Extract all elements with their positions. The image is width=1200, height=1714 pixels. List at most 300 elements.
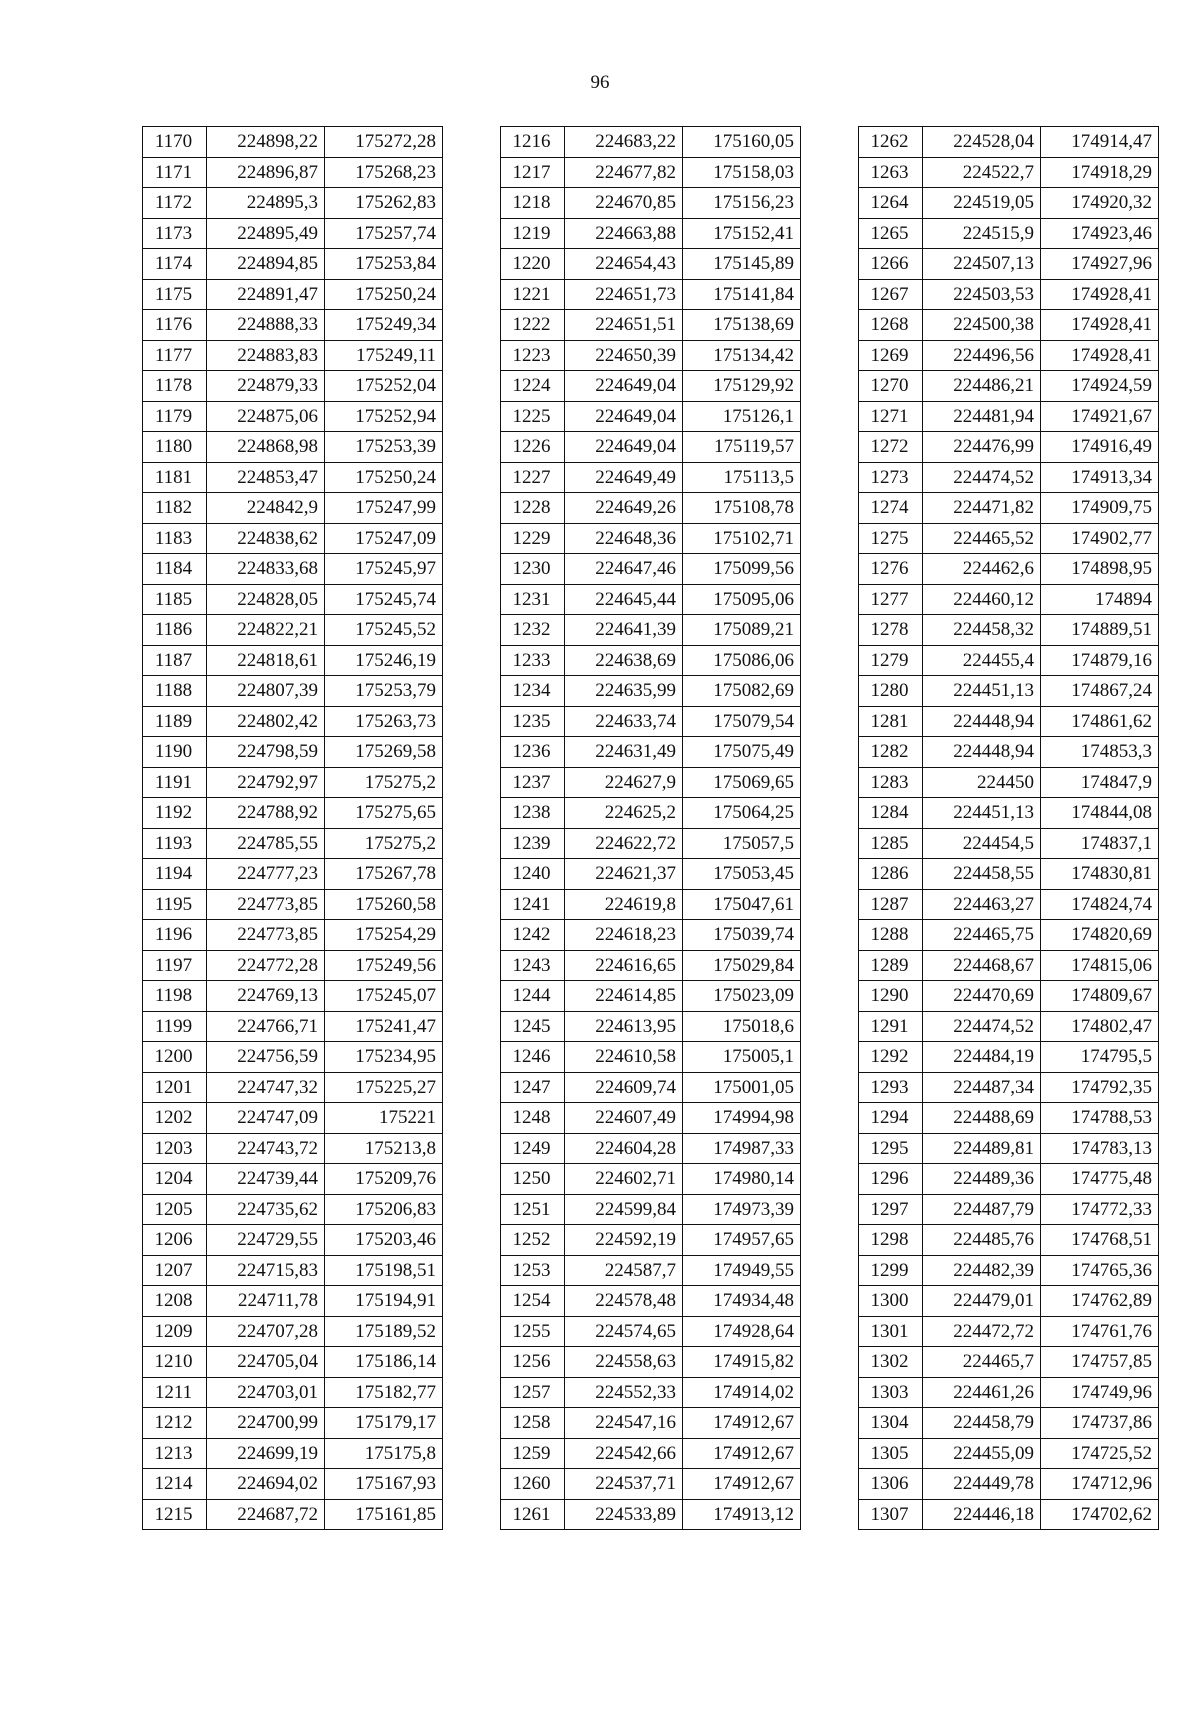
x-coordinate-cell: 224747,09 [207, 1103, 325, 1134]
x-coordinate-cell: 224458,32 [923, 615, 1041, 646]
point-number-cell: 1293 [859, 1072, 923, 1103]
table-row [859, 615, 1159, 646]
x-coordinate-cell: 224552,33 [565, 1377, 683, 1408]
y-coordinate-cell: 175263,73 [325, 706, 443, 737]
table-row [143, 1194, 443, 1225]
x-coordinate-cell: 224895,49 [207, 218, 325, 249]
point-number-cell: 1204 [143, 1164, 207, 1195]
point-number-cell: 1277 [859, 584, 923, 615]
y-coordinate-cell: 175225,27 [325, 1072, 443, 1103]
table-row [501, 554, 801, 585]
point-number-cell: 1273 [859, 462, 923, 493]
point-number-cell: 1292 [859, 1042, 923, 1073]
table-row [143, 1377, 443, 1408]
point-number-cell: 1252 [501, 1225, 565, 1256]
y-coordinate-cell: 174757,85 [1041, 1347, 1159, 1378]
table-row [501, 889, 801, 920]
table-row [143, 1255, 443, 1286]
table-row [143, 188, 443, 219]
point-number-cell: 1264 [859, 188, 923, 219]
y-coordinate-cell: 175145,89 [683, 249, 801, 280]
table-row [501, 1103, 801, 1134]
x-coordinate-cell: 224649,04 [565, 401, 683, 432]
point-number-cell: 1196 [143, 920, 207, 951]
x-coordinate-cell: 224602,71 [565, 1164, 683, 1195]
table-row [859, 859, 1159, 890]
y-coordinate-cell: 175029,84 [683, 950, 801, 981]
x-coordinate-cell: 224677,82 [565, 157, 683, 188]
table-row [859, 1438, 1159, 1469]
y-coordinate-cell: 174762,89 [1041, 1286, 1159, 1317]
point-number-cell: 1288 [859, 920, 923, 951]
point-number-cell: 1224 [501, 371, 565, 402]
y-coordinate-cell: 174820,69 [1041, 920, 1159, 951]
x-coordinate-cell: 224798,59 [207, 737, 325, 768]
table-row [859, 1225, 1159, 1256]
x-coordinate-cell: 224650,39 [565, 340, 683, 371]
x-coordinate-cell: 224747,32 [207, 1072, 325, 1103]
point-number-cell: 1222 [501, 310, 565, 341]
y-coordinate-cell: 175158,03 [683, 157, 801, 188]
point-number-cell: 1176 [143, 310, 207, 341]
point-number-cell: 1266 [859, 249, 923, 280]
x-coordinate-cell: 224700,99 [207, 1408, 325, 1439]
coordinate-table-1 [142, 126, 443, 1530]
table-row [859, 706, 1159, 737]
y-coordinate-cell: 175189,52 [325, 1316, 443, 1347]
x-coordinate-cell: 224451,13 [923, 798, 1041, 829]
x-coordinate-cell: 224631,49 [565, 737, 683, 768]
table-row [859, 1164, 1159, 1195]
table-row [143, 1499, 443, 1530]
y-coordinate-cell: 175203,46 [325, 1225, 443, 1256]
table-row [501, 1408, 801, 1439]
point-number-cell: 1302 [859, 1347, 923, 1378]
point-number-cell: 1296 [859, 1164, 923, 1195]
x-coordinate-cell: 224449,78 [923, 1469, 1041, 1500]
point-number-cell: 1170 [143, 127, 207, 158]
point-number-cell: 1257 [501, 1377, 565, 1408]
x-coordinate-cell: 224635,99 [565, 676, 683, 707]
point-number-cell: 1171 [143, 157, 207, 188]
y-coordinate-cell: 175095,06 [683, 584, 801, 615]
y-coordinate-cell: 174889,51 [1041, 615, 1159, 646]
y-coordinate-cell: 175209,76 [325, 1164, 443, 1195]
point-number-cell: 1181 [143, 462, 207, 493]
x-coordinate-cell: 224463,27 [923, 889, 1041, 920]
point-number-cell: 1231 [501, 584, 565, 615]
x-coordinate-cell: 224500,38 [923, 310, 1041, 341]
x-coordinate-cell: 224578,48 [565, 1286, 683, 1317]
y-coordinate-cell: 175275,2 [325, 767, 443, 798]
x-coordinate-cell: 224649,04 [565, 432, 683, 463]
y-coordinate-cell: 174867,24 [1041, 676, 1159, 707]
table-row [501, 828, 801, 859]
x-coordinate-cell: 224715,83 [207, 1255, 325, 1286]
table-row [859, 1316, 1159, 1347]
point-number-cell: 1197 [143, 950, 207, 981]
table-row [501, 1469, 801, 1500]
point-number-cell: 1305 [859, 1438, 923, 1469]
x-coordinate-cell: 224766,71 [207, 1011, 325, 1042]
x-coordinate-cell: 224649,04 [565, 371, 683, 402]
table-row [143, 1225, 443, 1256]
y-coordinate-cell: 175141,84 [683, 279, 801, 310]
x-coordinate-cell: 224528,04 [923, 127, 1041, 158]
point-number-cell: 1190 [143, 737, 207, 768]
x-coordinate-cell: 224458,79 [923, 1408, 1041, 1439]
point-number-cell: 1221 [501, 279, 565, 310]
table-row [501, 1255, 801, 1286]
x-coordinate-cell: 224507,13 [923, 249, 1041, 280]
x-coordinate-cell: 224618,23 [565, 920, 683, 951]
y-coordinate-cell: 175249,11 [325, 340, 443, 371]
point-number-cell: 1178 [143, 371, 207, 402]
table-row [143, 920, 443, 951]
x-coordinate-cell: 224465,52 [923, 523, 1041, 554]
x-coordinate-cell: 224687,72 [207, 1499, 325, 1530]
point-number-cell: 1291 [859, 1011, 923, 1042]
x-coordinate-cell: 224699,19 [207, 1438, 325, 1469]
x-coordinate-cell: 224614,85 [565, 981, 683, 1012]
y-coordinate-cell: 175069,65 [683, 767, 801, 798]
point-number-cell: 1223 [501, 340, 565, 371]
x-coordinate-cell: 224649,26 [565, 493, 683, 524]
table-row [859, 1011, 1159, 1042]
table-row [501, 706, 801, 737]
y-coordinate-cell: 175275,2 [325, 828, 443, 859]
point-number-cell: 1265 [859, 218, 923, 249]
table-row [143, 371, 443, 402]
x-coordinate-cell: 224773,85 [207, 889, 325, 920]
y-coordinate-cell: 174987,33 [683, 1133, 801, 1164]
x-coordinate-cell: 224894,85 [207, 249, 325, 280]
y-coordinate-cell: 175005,1 [683, 1042, 801, 1073]
table-row [859, 737, 1159, 768]
table-row [859, 828, 1159, 859]
point-number-cell: 1175 [143, 279, 207, 310]
y-coordinate-cell: 174788,53 [1041, 1103, 1159, 1134]
x-coordinate-cell: 224448,94 [923, 737, 1041, 768]
table-row [501, 950, 801, 981]
point-number-cell: 1220 [501, 249, 565, 280]
point-number-cell: 1228 [501, 493, 565, 524]
x-coordinate-cell: 224842,9 [207, 493, 325, 524]
y-coordinate-cell: 175250,24 [325, 462, 443, 493]
point-number-cell: 1249 [501, 1133, 565, 1164]
table-row [501, 981, 801, 1012]
y-coordinate-cell: 175018,6 [683, 1011, 801, 1042]
point-number-cell: 1298 [859, 1225, 923, 1256]
table-row [859, 310, 1159, 341]
point-number-cell: 1245 [501, 1011, 565, 1042]
x-coordinate-cell: 224476,99 [923, 432, 1041, 463]
x-coordinate-cell: 224707,28 [207, 1316, 325, 1347]
y-coordinate-cell: 174792,35 [1041, 1072, 1159, 1103]
table-row [501, 1194, 801, 1225]
table-row [143, 584, 443, 615]
table-row [143, 737, 443, 768]
point-number-cell: 1285 [859, 828, 923, 859]
x-coordinate-cell: 224522,7 [923, 157, 1041, 188]
point-number-cell: 1278 [859, 615, 923, 646]
x-coordinate-cell: 224482,39 [923, 1255, 1041, 1286]
point-number-cell: 1256 [501, 1347, 565, 1378]
point-number-cell: 1300 [859, 1286, 923, 1317]
y-coordinate-cell: 175257,74 [325, 218, 443, 249]
table-row [143, 1133, 443, 1164]
table-row [859, 889, 1159, 920]
point-number-cell: 1282 [859, 737, 923, 768]
x-coordinate-cell: 224458,55 [923, 859, 1041, 890]
y-coordinate-cell: 175260,58 [325, 889, 443, 920]
y-coordinate-cell: 175129,92 [683, 371, 801, 402]
point-number-cell: 1216 [501, 127, 565, 158]
table-row [859, 127, 1159, 158]
y-coordinate-cell: 175082,69 [683, 676, 801, 707]
table-row [501, 310, 801, 341]
y-coordinate-cell: 175047,61 [683, 889, 801, 920]
x-coordinate-cell: 224777,23 [207, 859, 325, 890]
point-number-cell: 1207 [143, 1255, 207, 1286]
table-row [501, 767, 801, 798]
y-coordinate-cell: 175254,29 [325, 920, 443, 951]
point-number-cell: 1270 [859, 371, 923, 402]
x-coordinate-cell: 224472,72 [923, 1316, 1041, 1347]
x-coordinate-cell: 224470,69 [923, 981, 1041, 1012]
point-number-cell: 1191 [143, 767, 207, 798]
x-coordinate-cell: 224474,52 [923, 462, 1041, 493]
table-row [859, 1377, 1159, 1408]
point-number-cell: 1229 [501, 523, 565, 554]
y-coordinate-cell: 174824,74 [1041, 889, 1159, 920]
x-coordinate-cell: 224853,47 [207, 462, 325, 493]
point-number-cell: 1301 [859, 1316, 923, 1347]
y-coordinate-cell: 174802,47 [1041, 1011, 1159, 1042]
y-coordinate-cell: 175152,41 [683, 218, 801, 249]
table-row [143, 676, 443, 707]
x-coordinate-cell: 224651,51 [565, 310, 683, 341]
x-coordinate-cell: 224818,61 [207, 645, 325, 676]
y-coordinate-cell: 174924,59 [1041, 371, 1159, 402]
point-number-cell: 1206 [143, 1225, 207, 1256]
table-row [859, 1499, 1159, 1530]
y-coordinate-cell: 174725,52 [1041, 1438, 1159, 1469]
x-coordinate-cell: 224633,74 [565, 706, 683, 737]
table-row [143, 462, 443, 493]
y-coordinate-cell: 175079,54 [683, 706, 801, 737]
coordinate-table-3 [858, 126, 1159, 1530]
y-coordinate-cell: 174909,75 [1041, 493, 1159, 524]
x-coordinate-cell: 224663,88 [565, 218, 683, 249]
y-coordinate-cell: 175175,8 [325, 1438, 443, 1469]
y-coordinate-cell: 175250,24 [325, 279, 443, 310]
x-coordinate-cell: 224486,21 [923, 371, 1041, 402]
y-coordinate-cell: 174912,67 [683, 1438, 801, 1469]
y-coordinate-cell: 174928,41 [1041, 310, 1159, 341]
x-coordinate-cell: 224604,28 [565, 1133, 683, 1164]
x-coordinate-cell: 224542,66 [565, 1438, 683, 1469]
table-row [859, 554, 1159, 585]
table-row [859, 920, 1159, 951]
x-coordinate-cell: 224533,89 [565, 1499, 683, 1530]
point-number-cell: 1234 [501, 676, 565, 707]
point-number-cell: 1203 [143, 1133, 207, 1164]
x-coordinate-cell: 224474,52 [923, 1011, 1041, 1042]
table-row [501, 1072, 801, 1103]
point-number-cell: 1183 [143, 523, 207, 554]
table-row [859, 340, 1159, 371]
table-row [859, 1255, 1159, 1286]
point-number-cell: 1214 [143, 1469, 207, 1500]
y-coordinate-cell: 175119,57 [683, 432, 801, 463]
point-number-cell: 1261 [501, 1499, 565, 1530]
y-coordinate-cell: 174772,33 [1041, 1194, 1159, 1225]
point-number-cell: 1269 [859, 340, 923, 371]
x-coordinate-cell: 224468,67 [923, 950, 1041, 981]
y-coordinate-cell: 175252,04 [325, 371, 443, 402]
table-row [143, 1347, 443, 1378]
x-coordinate-cell: 224481,94 [923, 401, 1041, 432]
table-row [501, 127, 801, 158]
x-coordinate-cell: 224703,01 [207, 1377, 325, 1408]
x-coordinate-cell: 224488,69 [923, 1103, 1041, 1134]
x-coordinate-cell: 224537,71 [565, 1469, 683, 1500]
point-number-cell: 1173 [143, 218, 207, 249]
point-number-cell: 1295 [859, 1133, 923, 1164]
x-coordinate-cell: 224613,95 [565, 1011, 683, 1042]
point-number-cell: 1192 [143, 798, 207, 829]
y-coordinate-cell: 174902,77 [1041, 523, 1159, 554]
table-row [143, 615, 443, 646]
point-number-cell: 1230 [501, 554, 565, 585]
y-coordinate-cell: 175253,39 [325, 432, 443, 463]
table-row [143, 950, 443, 981]
point-number-cell: 1236 [501, 737, 565, 768]
table-row [143, 157, 443, 188]
y-coordinate-cell: 174853,3 [1041, 737, 1159, 768]
point-number-cell: 1263 [859, 157, 923, 188]
y-coordinate-cell: 174923,46 [1041, 218, 1159, 249]
table-row [859, 1103, 1159, 1134]
y-coordinate-cell: 175247,09 [325, 523, 443, 554]
x-coordinate-cell: 224705,04 [207, 1347, 325, 1378]
y-coordinate-cell: 175245,07 [325, 981, 443, 1012]
y-coordinate-cell: 175167,93 [325, 1469, 443, 1500]
y-coordinate-cell: 175262,83 [325, 188, 443, 219]
y-coordinate-cell: 174702,62 [1041, 1499, 1159, 1530]
point-number-cell: 1271 [859, 401, 923, 432]
table-row [143, 645, 443, 676]
y-coordinate-cell: 175198,51 [325, 1255, 443, 1286]
point-number-cell: 1274 [859, 493, 923, 524]
table-row [501, 1499, 801, 1530]
x-coordinate-cell: 224471,82 [923, 493, 1041, 524]
x-coordinate-cell: 224558,63 [565, 1347, 683, 1378]
y-coordinate-cell: 175186,14 [325, 1347, 443, 1378]
table-row [143, 767, 443, 798]
point-number-cell: 1198 [143, 981, 207, 1012]
point-number-cell: 1304 [859, 1408, 923, 1439]
y-coordinate-cell: 175253,84 [325, 249, 443, 280]
y-coordinate-cell: 175075,49 [683, 737, 801, 768]
y-coordinate-cell: 175252,94 [325, 401, 443, 432]
y-coordinate-cell: 175039,74 [683, 920, 801, 951]
point-number-cell: 1255 [501, 1316, 565, 1347]
x-coordinate-cell: 224788,92 [207, 798, 325, 829]
x-coordinate-cell: 224487,34 [923, 1072, 1041, 1103]
table-row [501, 432, 801, 463]
y-coordinate-cell: 175057,5 [683, 828, 801, 859]
point-number-cell: 1272 [859, 432, 923, 463]
table-row [859, 493, 1159, 524]
point-number-cell: 1227 [501, 462, 565, 493]
y-coordinate-cell: 174973,39 [683, 1194, 801, 1225]
table-row [859, 371, 1159, 402]
table-row [501, 157, 801, 188]
y-coordinate-cell: 174980,14 [683, 1164, 801, 1195]
point-number-cell: 1226 [501, 432, 565, 463]
x-coordinate-cell: 224879,33 [207, 371, 325, 402]
table-row [859, 523, 1159, 554]
table-row [143, 828, 443, 859]
table-row [501, 859, 801, 890]
table-row [501, 188, 801, 219]
table-row [859, 1347, 1159, 1378]
x-coordinate-cell: 224743,72 [207, 1133, 325, 1164]
table-row [501, 798, 801, 829]
table-row [859, 584, 1159, 615]
table-row [143, 1316, 443, 1347]
y-coordinate-cell: 175053,45 [683, 859, 801, 890]
point-number-cell: 1208 [143, 1286, 207, 1317]
table-row [859, 462, 1159, 493]
x-coordinate-cell: 224462,6 [923, 554, 1041, 585]
point-number-cell: 1185 [143, 584, 207, 615]
point-number-cell: 1242 [501, 920, 565, 951]
table-row [143, 889, 443, 920]
x-coordinate-cell: 224610,58 [565, 1042, 683, 1073]
point-number-cell: 1194 [143, 859, 207, 890]
y-coordinate-cell: 174916,49 [1041, 432, 1159, 463]
table-row [143, 1072, 443, 1103]
point-number-cell: 1284 [859, 798, 923, 829]
table-row [143, 1286, 443, 1317]
point-number-cell: 1213 [143, 1438, 207, 1469]
point-number-cell: 1174 [143, 249, 207, 280]
table-row [501, 645, 801, 676]
table-row [501, 249, 801, 280]
y-coordinate-cell: 175126,1 [683, 401, 801, 432]
point-number-cell: 1239 [501, 828, 565, 859]
y-coordinate-cell: 175269,58 [325, 737, 443, 768]
x-coordinate-cell: 224448,94 [923, 706, 1041, 737]
table-row [501, 462, 801, 493]
y-coordinate-cell: 174894 [1041, 584, 1159, 615]
y-coordinate-cell: 175161,85 [325, 1499, 443, 1530]
table-row [501, 1225, 801, 1256]
table-row [859, 1286, 1159, 1317]
x-coordinate-cell: 224622,72 [565, 828, 683, 859]
x-coordinate-cell: 224479,01 [923, 1286, 1041, 1317]
y-coordinate-cell: 175113,5 [683, 462, 801, 493]
x-coordinate-cell: 224756,59 [207, 1042, 325, 1073]
y-coordinate-cell: 174847,9 [1041, 767, 1159, 798]
y-coordinate-cell: 174915,82 [683, 1347, 801, 1378]
point-number-cell: 1254 [501, 1286, 565, 1317]
table-row [501, 584, 801, 615]
x-coordinate-cell: 224503,53 [923, 279, 1041, 310]
